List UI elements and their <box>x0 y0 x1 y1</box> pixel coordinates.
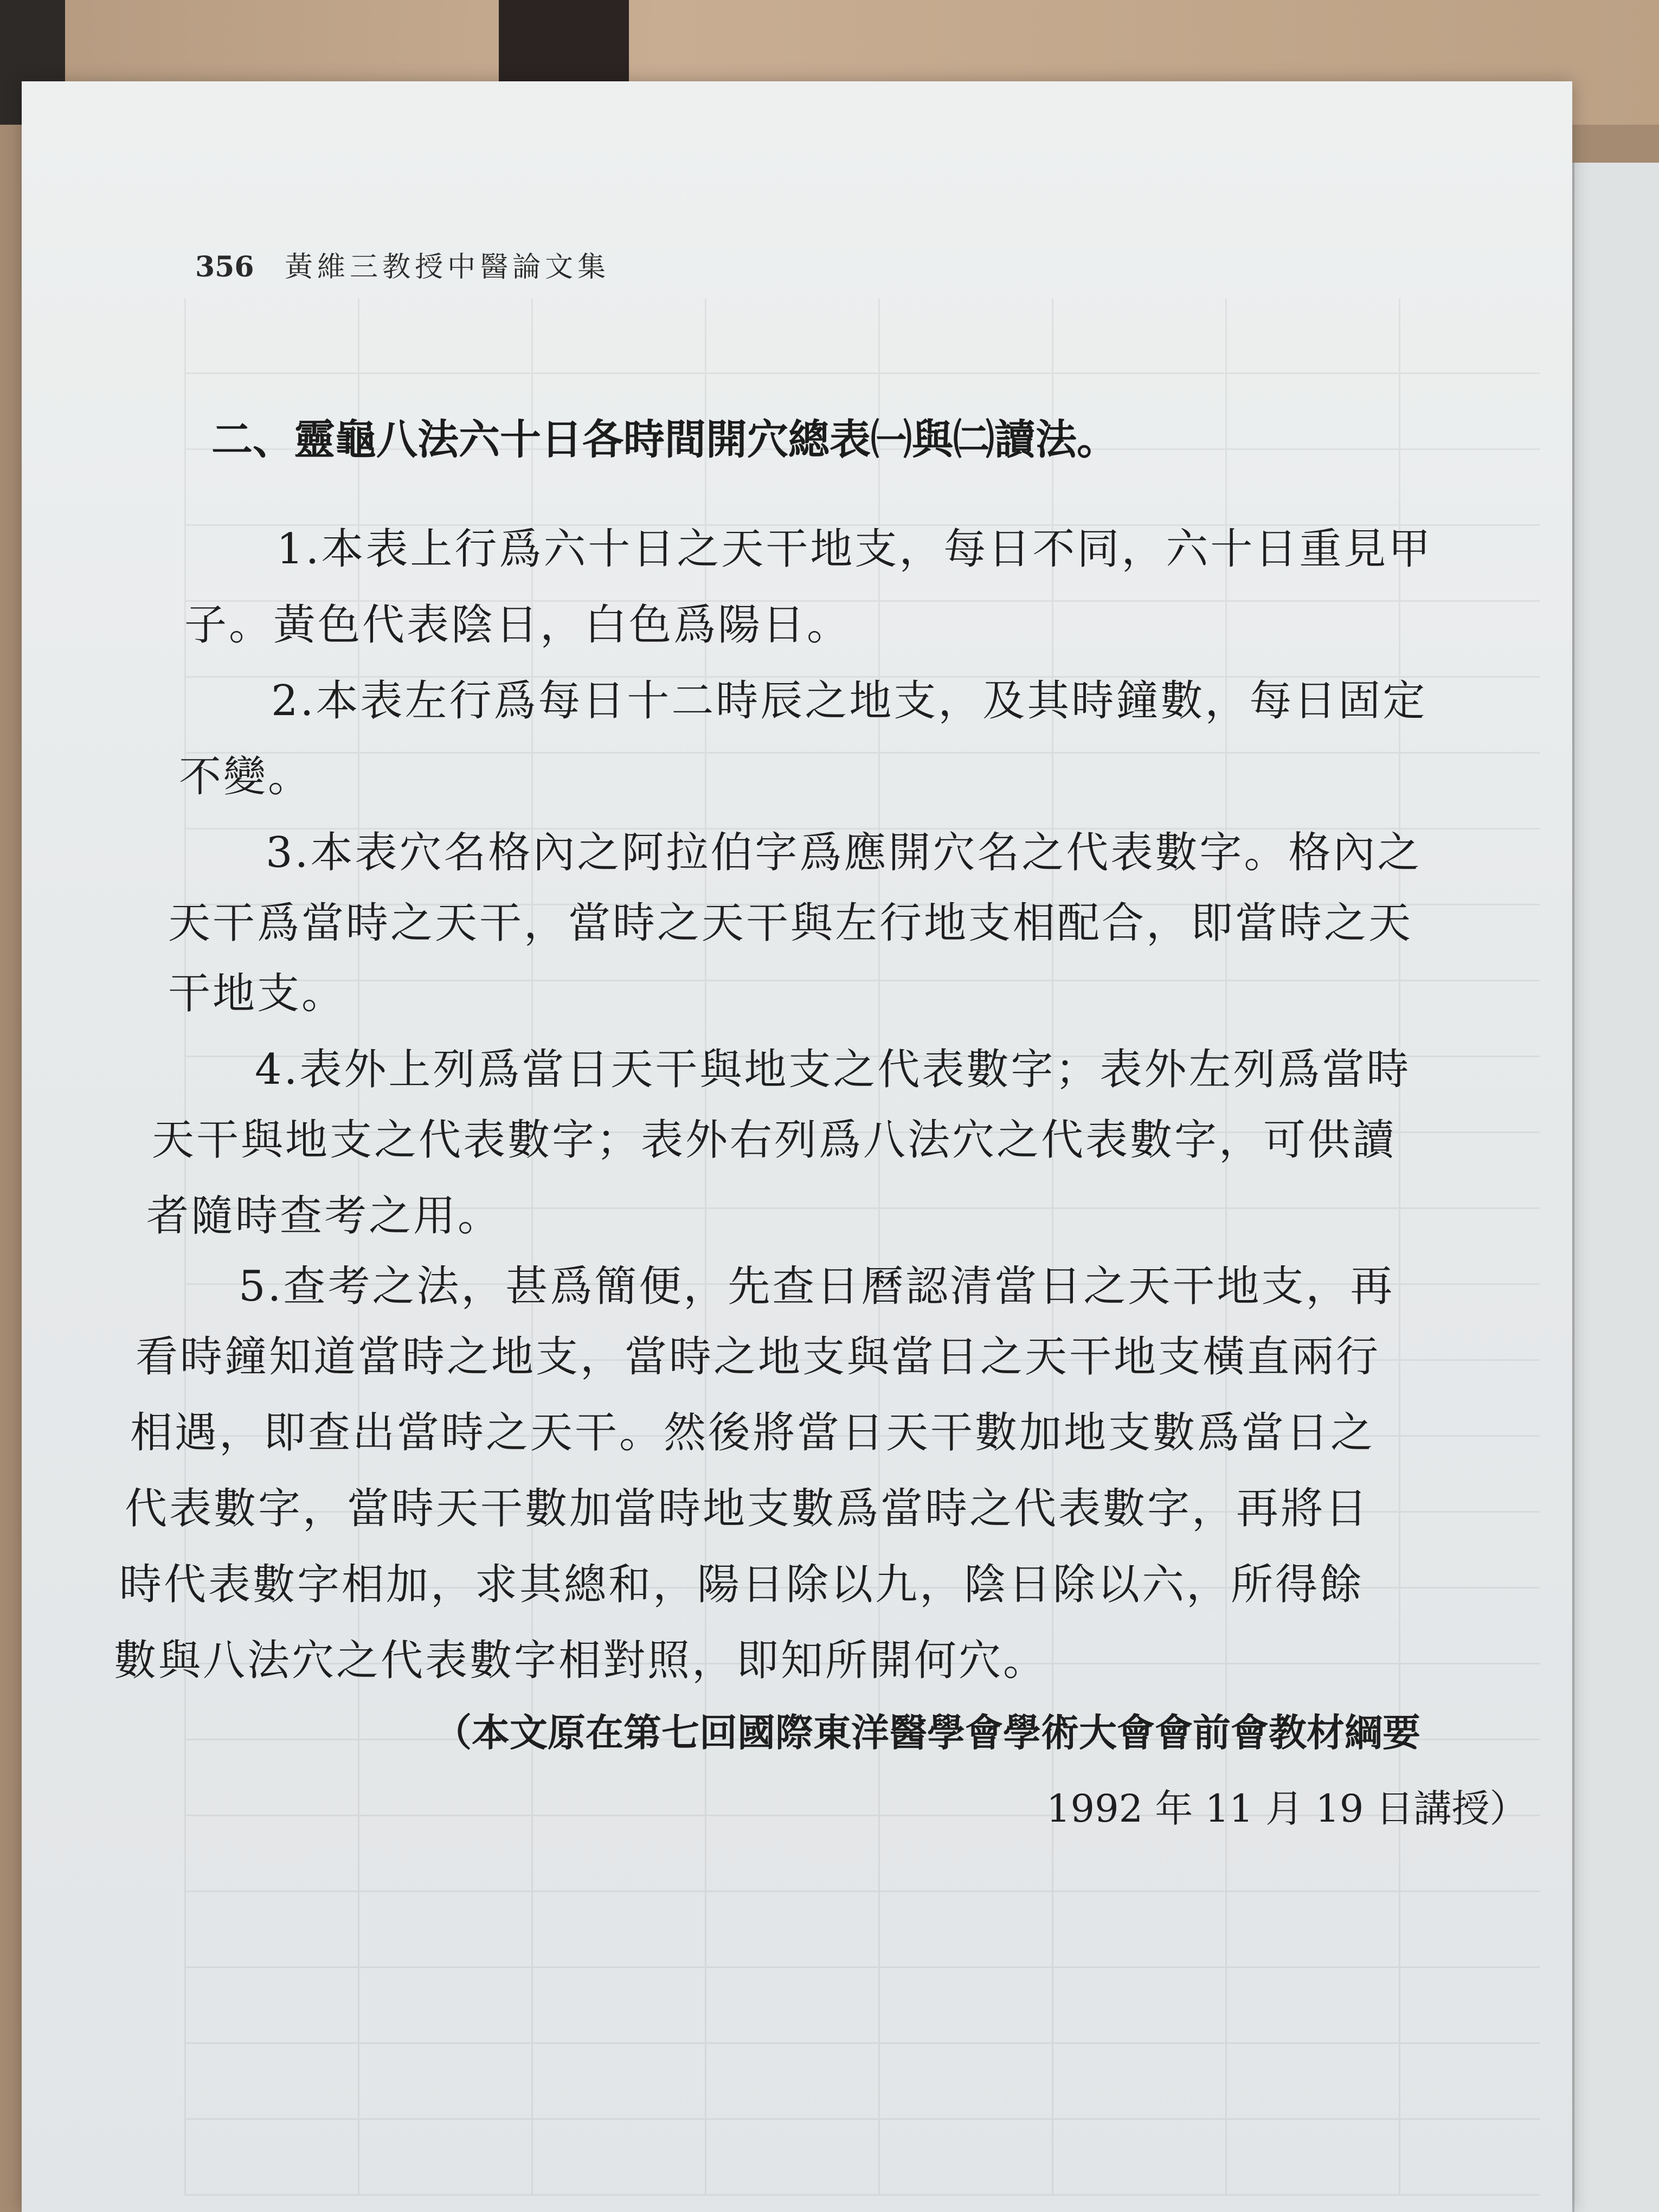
source-note-line-2: 1992 年 11 月 19 日講授） <box>1046 1786 1528 1831</box>
paragraph-1-line-2: 子。黃色代表陰日，白色爲陽日。 <box>184 601 852 650</box>
show-through-table <box>184 298 1540 2196</box>
paragraph-2-line-2: 不變。 <box>179 753 313 801</box>
paragraph-5-line-3: 相遇，即查出當時之天干。然後將當日天干數加地支數爲當日之 <box>130 1409 1375 1457</box>
paragraph-4-line-2: 天干與地支之代表數字；表外右列爲八法穴之代表數字，可供讀 <box>152 1116 1397 1165</box>
paragraph-3-line-3: 干地支。 <box>168 969 346 1018</box>
paragraph-5-line-6: 數與八法穴之代表數字相對照，即知所開何穴。 <box>114 1636 1048 1685</box>
paragraph-5-line-4: 代表數字，當時天干數加當時地支數爲當時之代表數字，再將日 <box>125 1484 1370 1533</box>
book-title: 黃維三教授中醫論文集 <box>285 251 610 284</box>
book-page <box>22 81 1572 2212</box>
page-number: 356 <box>195 250 254 284</box>
paragraph-4-line-3: 者隨時查考之用。 <box>146 1192 503 1240</box>
running-head <box>195 244 610 285</box>
paragraph-4-line-1: 4.表外上列爲當日天干與地支之代表數字；表外左列爲當時 <box>255 1045 1411 1094</box>
source-note-line-1: （本文原在第七回國際東洋醫學會學術大會會前會教材綱要 <box>434 1710 1420 1755</box>
section-heading: 二、靈龜八法六十日各時間開穴總表㈠與㈡讀法。 <box>211 415 1118 464</box>
paragraph-3-line-1: 3.本表穴名格內之阿拉伯字爲應開穴名之代表數字。格內之 <box>266 828 1422 877</box>
paragraph-2-line-1: 2.本表左行爲每日十二時辰之地支，及其時鐘數，每日固定 <box>271 677 1427 725</box>
paragraph-1-line-1: 1.本表上行爲六十日之天干地支，每日不同，六十日重見甲 <box>276 525 1433 574</box>
paragraph-5-line-1: 5.查考之法，甚爲簡便，先查日曆認清當日之天干地支，再 <box>239 1262 1395 1311</box>
paragraph-5-line-5: 時代表數字相加，求其總和，陽日除以九，陰日除以六，所得餘 <box>119 1560 1365 1609</box>
paragraph-3-line-2: 天干爲當時之天干，當時之天干與左行地支相配合，即當時之天 <box>168 899 1413 948</box>
next-page-edge <box>1572 163 1659 2212</box>
paragraph-5-line-2: 看時鐘知道當時之地支，當時之地支與當日之天干地支橫直兩行 <box>136 1333 1381 1381</box>
